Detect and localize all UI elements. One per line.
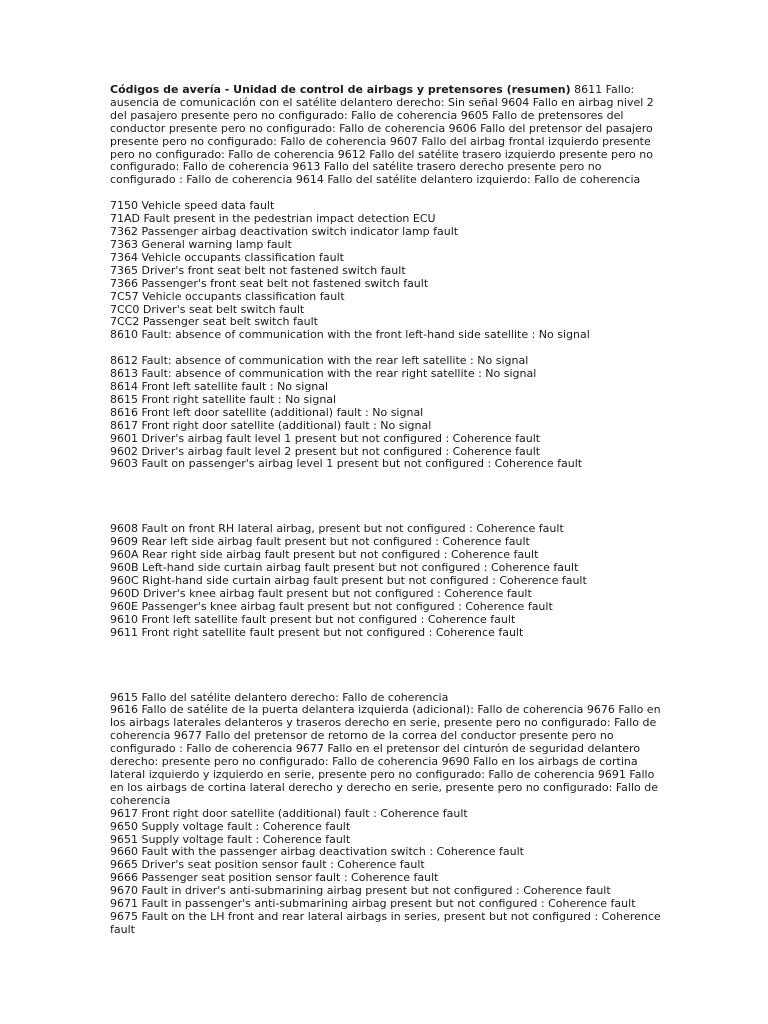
list-item: 9601 Driver's airbag fault level 1 present but not configured : Coherence fault	[110, 431, 541, 445]
document-page	[110, 84, 662, 937]
list-item: 960E Passenger's knee airbag fault present but not configured : Coherence fault	[110, 599, 553, 613]
list-item: 7365 Driver's front seat belt not fastened switch fault	[110, 263, 406, 277]
list-item: 960D Driver's knee airbag fault present but not configured : Coherence fault	[110, 586, 532, 600]
list-item: 7150 Vehicle speed data fault	[110, 199, 275, 213]
list-item: 9608 Fault on front RH lateral airbag, present but not configured : Coherence fault	[110, 522, 564, 536]
list-item: 9617 Front right door satellite (additional) fault : Coherence fault	[110, 806, 468, 820]
list-item: 7366 Passenger's front seat belt not fastened switch fault	[110, 276, 429, 290]
list-item: 71AD Fault present in the pedestrian impact detection ECU	[110, 212, 436, 226]
code-list-block-2	[110, 355, 662, 471]
code-list-block-1	[110, 200, 662, 342]
list-item: 9651 Supply voltage fault : Coherence fault	[110, 832, 351, 846]
document-title: Códigos de avería - Unidad de control de airbags y pretensores (resumen)	[110, 83, 571, 96]
code-list-block-3	[110, 523, 662, 639]
list-item: 8612 Fault: absence of communication with the rear left satellite : No signal	[110, 354, 529, 368]
spanish-paragraph: 9616 Fallo de satélite de la puerta delantera izquierda (adicional): Fallo de coherencia 9676 Fallo en los airbags laterales delanteros y traseros derecho en serie, presente pero no configurado: Fallo de coherencia 9677 Fallo del pretensor de retorno de la correa del conductor presente pero no configurado : Fallo de coherencia 9677 Fallo en el pretensor del cinturón de seguridad delantero derecho: presente pero no configurado: Fallo de coherencia 9690 Fallo en los airbags de cortina lateral izquierdo y izquierdo en serie, presente pero no configurado: Fallo de coherencia 9691 Fallo en los airbags de cortina lateral derecho y derecho en serie, presente pero no configurado: Fallo de coherencia	[110, 703, 661, 807]
list-item: 9670 Fault in driver's anti-submarining airbag present but not configured : Coherence fault	[110, 884, 611, 898]
list-item: 9609 Rear left side airbag fault present but not configured : Coherence fault	[110, 535, 530, 549]
list-item: 9666 Passenger seat position sensor fault : Coherence fault	[110, 871, 439, 885]
list-item: 9602 Driver's airbag fault level 2 present but not configured : Coherence fault	[110, 444, 541, 458]
list-item: 7CC0 Driver's seat belt switch fault	[110, 302, 305, 316]
list-item: 960A Rear right side airbag fault present but not configured : Coherence fault	[110, 548, 539, 562]
list-item: 8610 Fault: absence of communication with the front left-hand side satellite : No signal	[110, 328, 590, 342]
list-item: 9660 Fault with the passenger airbag deactivation switch : Coherence fault	[110, 845, 524, 859]
list-item: 9665 Driver's seat position sensor fault : Coherence fault	[110, 858, 425, 872]
list-item-wrapped: 9675 Fault on the LH front and rear lateral airbags in series, present but not configured : Coherence fault	[110, 909, 661, 936]
list-item: 8615 Front right satellite fault : No signal	[110, 392, 337, 406]
list-item: 9650 Supply voltage fault : Coherence fault	[110, 819, 351, 833]
list-item: 9671 Fault in passenger's anti-submarining airbag present but not configured : Coherence fault	[110, 897, 636, 911]
list-item: 960C Right-hand side curtain airbag fault present but not configured : Coherence fault	[110, 574, 587, 587]
list-item: 8616 Front left door satellite (additional) fault : No signal	[110, 405, 424, 419]
list-item: 7CC2 Passenger seat belt switch fault	[110, 315, 318, 329]
list-item: 9610 Front left satellite fault present but not configured : Coherence fault	[110, 612, 516, 626]
list-item: 9603 Fault on passenger's airbag level 1 present but not configured : Coherence fault	[110, 457, 583, 471]
list-item: 7363 General warning lamp fault	[110, 237, 292, 251]
list-item: 8613 Fault: absence of communication with the rear right satellite : No signal	[110, 367, 537, 381]
list-item: 9615 Fallo del satélite delantero derecho: Fallo de coherencia	[110, 690, 449, 704]
list-item: 7362 Passenger airbag deactivation switch indicator lamp fault	[110, 225, 459, 239]
code-list-block-4	[110, 692, 662, 937]
intro-paragraph	[110, 84, 662, 187]
list-item: 7C57 Vehicle occupants classification fault	[110, 289, 345, 303]
list-item: 8617 Front right door satellite (additional) fault : No signal	[110, 418, 432, 432]
list-item: 7364 Vehicle occupants classification fault	[110, 250, 344, 264]
intro-text: 8611 Fallo: ausencia de comunicación con el satélite delantero derecho: Sin señal 9604 Fallo en airbag nivel 2 del pasajero presente pero no configurado: Fallo de coherencia 9605 Fallo de pretensores del conductor presente pero no configurado: Fallo de coherencia 9606 Fallo del pretensor del pasajero presente pero no configurado: Fallo de coherencia 9607 Fallo del airbag frontal izquierdo presente pero no configurado: Fallo de coherencia 9612 Fallo del satélite trasero izquierdo presente pero no configurado: Fallo de coherencia 9613 Fallo del satélite trasero derecho presente pero no configurado : Fallo de coherencia 9614 Fallo del satélite delantero izquierdo: Fallo de coherencia	[110, 83, 654, 187]
list-item: 9611 Front right satellite fault present but not configured : Coherence fault	[110, 625, 524, 639]
list-item: 960B Left-hand side curtain airbag fault present but not configured : Coherence fault	[110, 561, 579, 575]
list-item: 8614 Front left satellite fault : No signal	[110, 380, 329, 394]
